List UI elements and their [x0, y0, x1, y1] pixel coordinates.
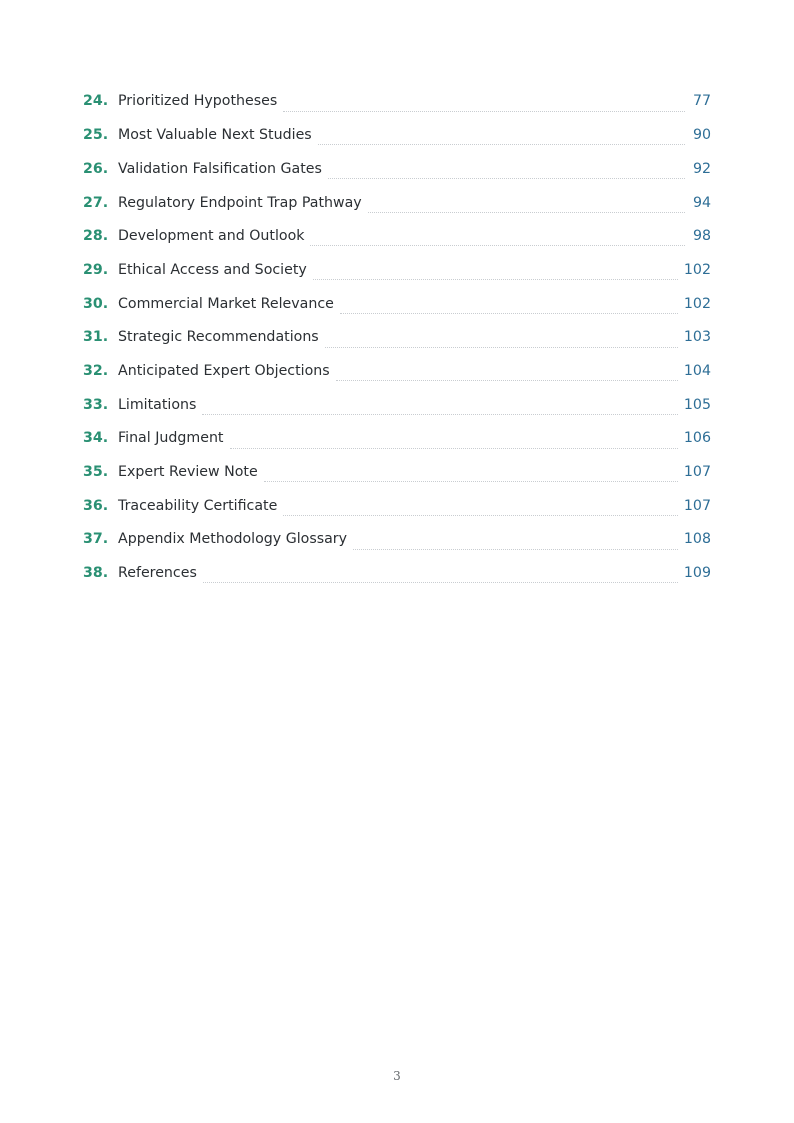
toc-entry[interactable] [83, 483, 711, 517]
toc-entry[interactable] [83, 146, 711, 180]
toc-section-number: 33. [83, 396, 109, 413]
toc-section-title[interactable]: Expert Review Note [118, 464, 258, 481]
toc-page-link[interactable]: 77 [692, 93, 711, 110]
toc-section-number: 26. [83, 160, 109, 177]
toc-dot-leader [283, 110, 685, 112]
toc-page-link[interactable]: 92 [692, 160, 711, 177]
toc-entry[interactable] [83, 281, 711, 315]
toc-section-title[interactable]: Commercial Market Relevance [118, 295, 334, 312]
toc-dot-leader [318, 143, 685, 145]
toc-entry[interactable] [83, 113, 711, 147]
toc-section-title[interactable]: Ethical Access and Society [118, 261, 307, 278]
toc-dot-leader [313, 278, 678, 280]
toc-section-number: 34. [83, 430, 109, 447]
toc-section-title[interactable]: References [118, 565, 197, 582]
toc-entry[interactable] [83, 79, 711, 113]
toc-entry[interactable] [83, 450, 711, 484]
toc-section-title[interactable]: Prioritized Hypotheses [118, 93, 278, 110]
toc-section-title[interactable]: Traceability Certificate [118, 497, 278, 514]
toc-section-number: 30. [83, 295, 109, 312]
toc-page-link[interactable]: 105 [683, 396, 711, 413]
toc-section-number: 35. [83, 464, 109, 481]
toc-page-link[interactable]: 103 [683, 329, 711, 346]
toc-section-number: 24. [83, 93, 109, 110]
toc-dot-leader [325, 346, 678, 348]
toc-section-number: 27. [83, 194, 109, 211]
toc-dot-leader [264, 480, 678, 482]
toc-section-number: 31. [83, 329, 109, 346]
toc-page-link[interactable]: 102 [683, 295, 711, 312]
toc-section-title[interactable]: Final Judgment [118, 430, 224, 447]
toc-entry[interactable] [83, 315, 711, 349]
toc-section-number: 25. [83, 127, 109, 144]
toc-section-number: 32. [83, 362, 109, 379]
toc-page-link[interactable]: 90 [692, 127, 711, 144]
toc-page-link[interactable]: 102 [683, 261, 711, 278]
toc-dot-leader [203, 581, 678, 583]
toc-entry[interactable] [83, 416, 711, 450]
toc-page-link[interactable]: 106 [683, 430, 711, 447]
toc-page-link[interactable]: 108 [683, 531, 711, 548]
toc-section-title[interactable]: Limitations [118, 396, 197, 413]
toc-entry[interactable] [83, 247, 711, 281]
toc-dot-leader [283, 514, 678, 516]
toc-section-number: 36. [83, 497, 109, 514]
toc-dot-leader [340, 312, 678, 314]
toc-page-link[interactable]: 104 [683, 362, 711, 379]
toc-section-title[interactable]: Strategic Recommendations [118, 329, 319, 346]
toc-dot-leader [336, 379, 678, 381]
toc-entry[interactable] [83, 214, 711, 248]
toc-page-link[interactable]: 107 [683, 464, 711, 481]
toc-page-link[interactable]: 98 [692, 228, 711, 245]
table-of-contents [83, 79, 711, 584]
toc-section-title[interactable]: Most Valuable Next Studies [118, 127, 312, 144]
toc-section-title[interactable]: Validation Falsification Gates [118, 160, 322, 177]
toc-section-title[interactable]: Development and Outlook [118, 228, 305, 245]
toc-dot-leader [328, 177, 685, 179]
toc-dot-leader [368, 211, 685, 213]
toc-dot-leader [230, 447, 678, 449]
toc-dot-leader [310, 244, 685, 246]
toc-dot-leader [353, 548, 678, 550]
toc-page-link[interactable]: 94 [692, 194, 711, 211]
page-number: 3 [393, 1069, 401, 1083]
toc-entry[interactable] [83, 180, 711, 214]
toc-section-title[interactable]: Appendix Methodology Glossary [118, 531, 348, 548]
toc-entry[interactable] [83, 349, 711, 383]
toc-section-title[interactable]: Regulatory Endpoint Trap Pathway [118, 194, 362, 211]
toc-section-number: 28. [83, 228, 109, 245]
toc-page-link[interactable]: 107 [683, 497, 711, 514]
toc-section-title[interactable]: Anticipated Expert Objections [118, 362, 330, 379]
toc-dot-leader [202, 413, 677, 415]
toc-entry[interactable] [83, 517, 711, 551]
toc-page-link[interactable]: 109 [683, 565, 711, 582]
toc-section-number: 37. [83, 531, 109, 548]
toc-entry[interactable] [83, 551, 711, 585]
toc-entry[interactable] [83, 382, 711, 416]
toc-section-number: 38. [83, 565, 109, 582]
toc-section-number: 29. [83, 261, 109, 278]
